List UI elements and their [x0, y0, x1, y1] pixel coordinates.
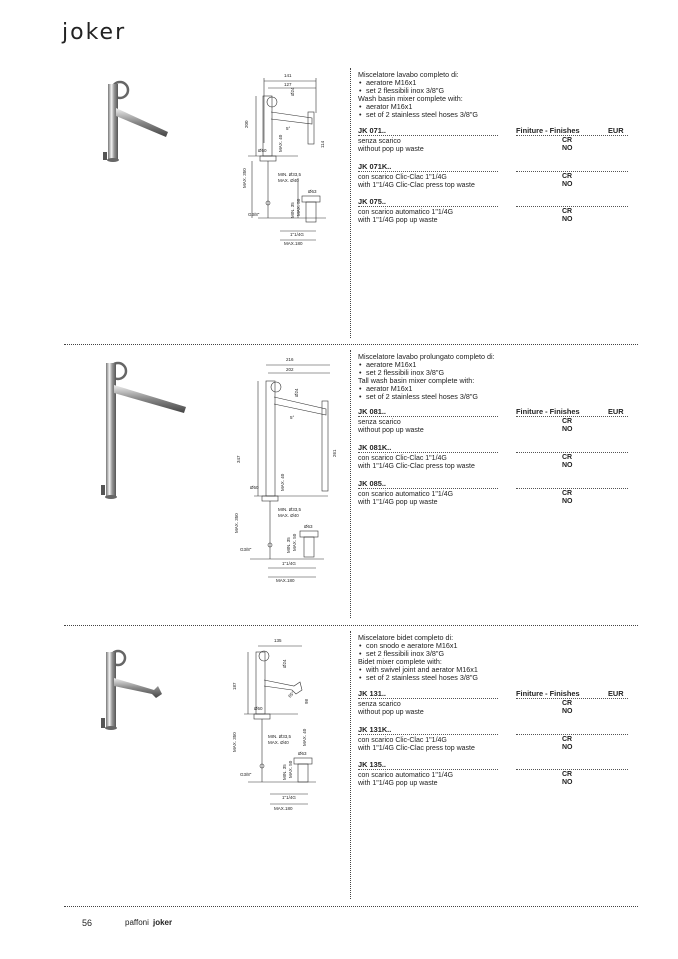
product-code: JK 081K.. — [358, 443, 392, 452]
finish-code: NO — [562, 425, 573, 433]
product-description: Miscelatore lavabo prolungato completo di: • aeratore M16x1 • set 2 flessibili inox 3/8"G Tall wash basin mixer complete with: • aerator M16x1 • set of 2 stainless steel hoses 3/8"G — [358, 353, 628, 401]
variant-block — [358, 407, 628, 437]
dim-max-40: MAX. 40 — [302, 728, 307, 746]
footer-collection: joker — [153, 918, 173, 927]
product-description: Miscelatore lavabo completo di: • aeratore M16x1 • set 2 flessibili inox 3/8"G Wash basin mixer complete with: • aerator M16x1 • set of 2 stainless steel hoses 3/8"G — [358, 71, 628, 119]
dim-max-50: MAX. 50 — [288, 760, 293, 778]
variant-it: senza scarico — [358, 138, 401, 145]
variant-it: con scarico Clic-Clac 1"1/4G — [358, 174, 447, 181]
dim-height-total: 200 — [244, 120, 249, 128]
variant-en: without pop up waste — [358, 146, 424, 153]
dim-diameter-24: Ø24 — [294, 388, 299, 397]
eur-header: EUR — [608, 126, 624, 135]
dotted-rule — [358, 734, 498, 735]
finish-code: CR — [562, 490, 573, 497]
dotted-rule — [516, 488, 628, 489]
variant-block — [358, 725, 628, 755]
dim-max-180: MAX.180 — [274, 806, 293, 811]
product-code: JK 075.. — [358, 197, 386, 206]
dotted-rule — [358, 488, 498, 489]
variant-it: con scarico Clic-Clac 1"1/4G — [358, 737, 447, 744]
variant-it: senza scarico — [358, 419, 401, 426]
dotted-rule — [358, 416, 498, 417]
finish-code: CR — [562, 173, 573, 180]
dim-max-180: MAX.180 — [276, 578, 295, 583]
feature-item: • with swivel joint and aerator M16x1 — [366, 666, 628, 674]
dim-min-hole: MIN. Ø33,5 — [278, 172, 302, 177]
dotted-rule — [516, 206, 628, 207]
dim-width-total: 216 — [286, 357, 294, 362]
dotted-rule — [516, 135, 628, 136]
eur-header: EUR — [608, 689, 624, 698]
dim-max-50: MAX. 50 — [296, 198, 301, 216]
dim-diameter-50: Ø50 — [250, 485, 259, 490]
variant-it: con scarico Clic-Clac 1"1/4G — [358, 455, 447, 462]
dim-g38: G3/8" — [240, 772, 252, 777]
product-code: JK 131.. — [358, 689, 386, 698]
product-code: JK 135.. — [358, 760, 386, 769]
dim-angle: 65° — [287, 690, 296, 699]
product-code: JK 071K.. — [358, 162, 392, 171]
feature-item: • set 2 flessibili inox 3/8"G — [366, 369, 628, 377]
feature-item: • set 2 flessibili inox 3/8"G — [366, 650, 628, 658]
finishes-header: Finiture - Finishes — [516, 407, 580, 416]
variant-en: with 1"1/4G pop up waste — [358, 499, 438, 506]
finish-code: NO — [562, 743, 573, 751]
product-code: JK 085.. — [358, 479, 386, 488]
variant-en: without pop up waste — [358, 427, 424, 434]
finish-code: CR — [562, 736, 573, 743]
feature-item: • set of 2 stainless steel hoses 3/8"G — [366, 111, 628, 119]
feature-item: • aeratore M16x1 — [366, 79, 628, 87]
product-photo — [96, 355, 188, 500]
dotted-rule — [516, 171, 628, 172]
finish-code: NO — [562, 497, 573, 505]
dim-angle: 5° — [290, 415, 295, 420]
dim-max-hole: MAX. Ø40 — [278, 513, 299, 518]
dim-width-spout: 127 — [284, 82, 292, 87]
dotted-rule — [516, 698, 628, 699]
dotted-rule — [358, 135, 498, 136]
dim-spout-height: 261 — [332, 449, 337, 457]
variant-block — [358, 443, 628, 473]
dotted-rule — [358, 698, 498, 699]
variant-it: con scarico automatico 1"1/4G — [358, 491, 454, 498]
dim-max-hole: MAX. Ø40 — [268, 740, 289, 745]
technical-drawing — [228, 353, 340, 583]
dim-min-35: MIN. 35 — [290, 202, 295, 218]
feature-item: • set 2 flessibili inox 3/8"G — [366, 87, 628, 95]
finish-code: NO — [562, 707, 573, 715]
finish-code: NO — [562, 778, 573, 786]
variant-it: con scarico automatico 1"1/4G — [358, 772, 454, 779]
variant-en: with 1"1/4G Clic-Clac press top waste — [358, 745, 475, 752]
dim-width-total: 141 — [284, 73, 292, 78]
finish-code: CR — [562, 208, 573, 215]
variant-block — [358, 689, 628, 719]
dotted-rule — [358, 206, 498, 207]
dim-max-350: MAX. 350 — [242, 168, 247, 188]
finish-code: NO — [562, 461, 573, 469]
section-divider — [64, 344, 638, 345]
feature-item: • aerator M16x1 — [366, 385, 628, 393]
page-number: 56 — [82, 918, 93, 928]
dim-diameter-50: Ø50 — [258, 148, 267, 153]
dim-max-50: MAX. 50 — [292, 533, 297, 551]
dotted-rule — [516, 734, 628, 735]
variant-block — [358, 126, 628, 156]
footer-brand: paffoni — [125, 918, 149, 927]
dim-diameter-50: Ø50 — [254, 706, 263, 711]
finish-code: CR — [562, 454, 573, 461]
dim-spout-height: 114 — [320, 140, 325, 148]
dim-g38: G3/8" — [248, 212, 260, 217]
finish-code: NO — [562, 144, 573, 152]
dim-height-total: 187 — [232, 682, 237, 690]
variant-block — [358, 197, 628, 227]
dim-max-350: MAX. 350 — [232, 732, 237, 752]
dim-width-total: 135 — [274, 638, 282, 643]
dim-diameter-24: Ø24 — [290, 87, 295, 96]
product-photo — [98, 72, 173, 167]
variant-it: senza scarico — [358, 701, 401, 708]
variant-block — [358, 162, 628, 192]
dotted-rule — [358, 769, 498, 770]
finishes-header: Finiture - Finishes — [516, 126, 580, 135]
variant-it: con scarico automatico 1"1/4G — [358, 209, 454, 216]
dim-thread: 1"1/4G — [282, 561, 296, 566]
dim-min-35: MIN. 35 — [286, 537, 291, 553]
dim-max-40: MAX. 40 — [280, 473, 285, 491]
variant-en: with 1"1/4G Clic-Clac press top waste — [358, 182, 475, 189]
dim-min-35: MIN. 35 — [282, 764, 287, 780]
technical-drawing — [238, 68, 338, 248]
product-code: JK 071.. — [358, 126, 386, 135]
variant-en: with 1"1/4G pop up waste — [358, 217, 438, 224]
feature-item: • con snodo e aeratore M16x1 — [366, 642, 628, 650]
finish-code: NO — [562, 215, 573, 223]
dim-min-hole: MIN. Ø33,5 — [268, 734, 292, 739]
dim-max-350: MAX. 350 — [234, 513, 239, 533]
section-divider — [64, 906, 638, 907]
dotted-rule — [516, 452, 628, 453]
dotted-rule — [358, 171, 498, 172]
dim-max-hole: MAX. Ø40 — [278, 178, 299, 183]
dim-spout-height: 98 — [304, 698, 309, 704]
dim-thread: 1"1/4G — [290, 232, 304, 237]
variant-block — [358, 760, 628, 790]
product-code: JK 131K.. — [358, 725, 392, 734]
dim-diameter-24: Ø24 — [282, 659, 287, 668]
dim-diameter-63: Ø63 — [298, 751, 307, 756]
dim-height-total: 347 — [236, 455, 241, 463]
feature-item: • set of 2 stainless steel hoses 3/8"G — [366, 393, 628, 401]
dim-min-hole: MIN. Ø33,5 — [278, 507, 302, 512]
technical-drawing — [228, 634, 328, 814]
dim-max-180: MAX.180 — [284, 241, 303, 246]
product-description: Miscelatore bidet completo di: • con snodo e aeratore M16x1 • set 2 flessibili inox 3/8"G Bidet mixer complete with: • with swivel joint and aerator M16x1 • set of 2 stainless steel hoses 3/8"G — [358, 634, 628, 682]
dim-diameter-63: Ø63 — [308, 189, 317, 194]
variant-en: without pop up waste — [358, 709, 424, 716]
finish-code: CR — [562, 418, 573, 425]
dim-thread: 1"1/4G — [282, 795, 296, 800]
dim-max-40: MAX. 40 — [278, 134, 283, 152]
variant-en: with 1"1/4G Clic-Clac press top waste — [358, 463, 475, 470]
feature-item: • aerator M16x1 — [366, 103, 628, 111]
collection-title: joker — [62, 20, 127, 45]
product-code: JK 081.. — [358, 407, 386, 416]
section-divider — [64, 625, 638, 626]
dim-angle: 5° — [286, 126, 291, 131]
finish-code: CR — [562, 771, 573, 778]
column-divider — [350, 350, 351, 618]
product-photo — [98, 644, 164, 734]
finish-code: CR — [562, 137, 573, 144]
finish-code: CR — [562, 700, 573, 707]
variant-en: with 1"1/4G pop up waste — [358, 780, 438, 787]
finishes-header: Finiture - Finishes — [516, 689, 580, 698]
eur-header: EUR — [608, 407, 624, 416]
variant-block — [358, 479, 628, 509]
dotted-rule — [516, 769, 628, 770]
column-divider — [350, 68, 351, 338]
dotted-rule — [358, 452, 498, 453]
dim-width-spout: 202 — [286, 367, 294, 372]
dim-g38: G3/8" — [240, 547, 252, 552]
feature-item: • set of 2 stainless steel hoses 3/8"G — [366, 674, 628, 682]
finish-code: NO — [562, 180, 573, 188]
column-divider — [350, 631, 351, 899]
dotted-rule — [516, 416, 628, 417]
dim-diameter-63: Ø63 — [304, 524, 313, 529]
feature-item: • aeratore M16x1 — [366, 361, 628, 369]
